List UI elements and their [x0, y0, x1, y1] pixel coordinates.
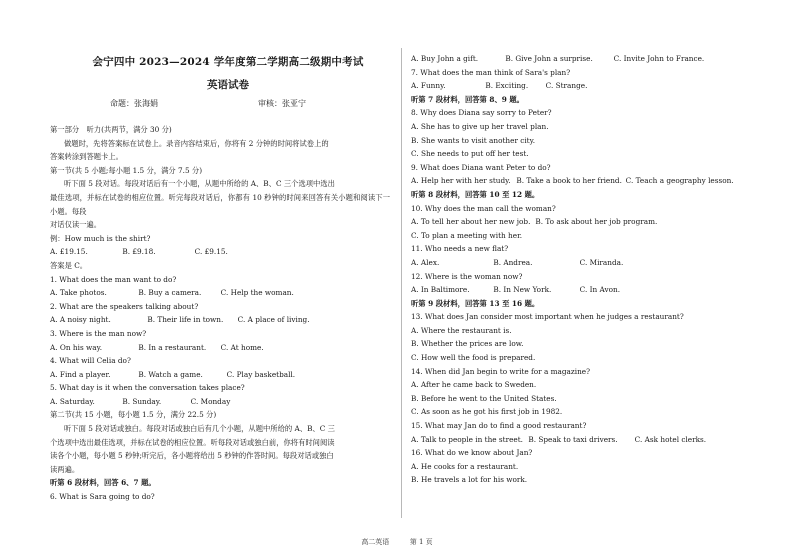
question-13-option-c: C. How well the food is prepared. — [411, 353, 536, 363]
question-14-option-c: C. As soon as he got his first job in 1982. — [411, 407, 563, 417]
sec1-intro-3: 对话仅读一遍。 — [50, 220, 102, 230]
sec2-intro-3: 读各个小题，每小题 5 秒钟;听完后，各小题将给出 5 秒钟的作答时间。每段对话或独白 — [50, 451, 334, 461]
author-label: 命题：张海娟 — [110, 99, 158, 108]
question-3: 3. Where is the man now? — [50, 328, 147, 338]
question-1-options — [50, 286, 390, 300]
question-11-options — [411, 256, 756, 270]
example-option-a: A. £19.15. — [50, 247, 88, 257]
exam-title: 会宁四中 2023—2024 学年度第二学期高二级期中考试 — [92, 56, 364, 68]
question-2-option-b: B. Their life in town. — [147, 315, 224, 325]
question-2-option-c: C. A place of living. — [237, 315, 310, 325]
question-4-option-a: A. Find a player. — [50, 369, 111, 379]
question-3-option-b: B. In a restaurant. — [138, 342, 207, 352]
question-13-option-a: A. Where the restaurant is. — [411, 325, 512, 335]
example-option-b: B. £9.18. — [122, 247, 156, 257]
question-9: 9. What does Diana want Peter to do? — [411, 162, 551, 172]
question-2-option-a: A. A noisy night. — [50, 315, 111, 325]
question-10-option-a: A. To tell her about her new job. — [411, 217, 531, 227]
question-4-option-b: B. Watch a game. — [138, 369, 203, 379]
question-15-option-c: C. Ask hotel clerks. — [634, 434, 707, 444]
example-answer: 答案是 C。 — [50, 260, 88, 270]
example-option-c: C. £9.15. — [194, 247, 228, 257]
question-10: 10. Why does the man call the woman? — [411, 203, 556, 213]
exam-subtitle: 英语试卷 — [207, 79, 249, 91]
page-footer — [0, 537, 794, 547]
question-1-option-b: B. Buy a camera. — [138, 288, 202, 298]
sec2-intro-2: 个选项中选出最佳选项，并标在试卷的相应位置。听每段对话或独白前，你将有时间阅读 — [50, 437, 335, 447]
question-14: 14. When did Jan begin to write for a magazine? — [411, 366, 591, 376]
question-7-option-a: A. Funny. — [411, 81, 446, 91]
sec1-heading: 第一节(共 5 小题;每小题 1.5 分，满分 7.5 分) — [50, 165, 203, 175]
question-9-options — [411, 174, 756, 188]
sec1-intro-2: 最佳选项，并标在试卷的相应位置。听完每段对话后，你都有 10 秒钟的时间来回答有关小题和阅读下一小题。每段 — [50, 192, 390, 216]
question-5-option-c: C. Monday — [190, 396, 231, 406]
footer-page-number: 第 1 页 — [409, 538, 433, 546]
question-16-option-b: B. He travels a lot for his work. — [411, 475, 528, 485]
question-15-option-a: A. Talk to people in the street. — [411, 434, 523, 444]
question-16-option-a: A. He cooks for a restaurant. — [411, 461, 519, 471]
question-5: 5. What day is it when the conversation takes place? — [50, 383, 245, 393]
question-16: 16. What do we know about Jan? — [411, 448, 533, 458]
sec2-intro-4: 读两遍。 — [50, 464, 80, 474]
question-8-option-b: B. She wants to visit another city. — [411, 135, 536, 145]
question-7: 7. What does the man think of Sara's plan? — [411, 67, 571, 77]
part1-heading: 第一部分 听力(共两节，满分 30 分) — [50, 125, 172, 134]
sec1-intro-1: 听下面 5 段对话。每段对话后有一个小题，从题中所给的 A、B、C 三个选项中选出 — [64, 179, 335, 189]
question-9-option-b: B. Take a book to her friend. — [516, 176, 622, 186]
question-2-options — [50, 313, 390, 327]
question-7-option-b: B. Exciting. — [485, 81, 529, 91]
part1-intro-2: 答案转涂到答题卡上。 — [50, 152, 123, 162]
question-4-option-c: C. Play basketball. — [226, 369, 296, 379]
question-6-option-b: B. Give John a surprise. — [505, 54, 593, 63]
question-1-option-a: A. Take photos. — [50, 288, 107, 298]
part1-intro-1: 做题时，先将答案标在试卷上。录音内容结束后，你将有 2 分钟的时间将试卷上的 — [64, 138, 329, 148]
question-5-options — [50, 395, 390, 409]
footer-subject: 高二英语 — [361, 538, 390, 546]
question-12-option-c: C. In Avon. — [579, 285, 621, 295]
column-divider — [401, 48, 402, 518]
sec2-intro-1: 听下面 5 段对话或独白。每段对话或独白后有几个小题，从题中所给的 A、B、C 三 — [64, 424, 335, 434]
question-14-option-b: B. Before he went to the United States. — [411, 393, 557, 403]
question-7-option-c: C. Strange. — [545, 81, 588, 91]
question-11-option-a: A. Alex. — [411, 257, 440, 267]
question-6-option-c: C. Invite John to France. — [613, 54, 705, 63]
question-8-option-c: C. She needs to put off her test. — [411, 149, 529, 159]
question-11-option-b: B. Andrea. — [493, 257, 533, 267]
question-12: 12. Where is the woman now? — [411, 271, 523, 281]
question-12-option-b: B. In New York. — [493, 285, 552, 295]
question-3-options — [50, 341, 390, 355]
question-15-option-b: B. Speak to taxi drivers. — [528, 434, 618, 444]
question-9-option-a: A. Help her with her study. — [411, 176, 511, 186]
material-9-heading: 听第 9 段材料，回答第 13 至 16 题。 — [411, 298, 540, 308]
question-3-option-c: C. At home. — [220, 342, 264, 352]
question-6-options — [411, 52, 756, 66]
question-3-option-a: A. On his way. — [50, 342, 103, 352]
question-14-option-a: A. After he came back to Sweden. — [411, 380, 537, 390]
reviewer-label: 审核：张亚宁 — [258, 99, 306, 108]
material-7-heading: 听第 7 段材料，回答第 8、9 题。 — [411, 94, 524, 104]
question-13: 13. What does Jan consider most important when he judges a restaurant? — [411, 312, 684, 322]
question-6: 6. What is Sara going to do? — [50, 492, 155, 502]
question-10-options — [411, 215, 756, 229]
example-question: 例：How much is the shirt? — [50, 233, 151, 243]
question-9-option-c: C. Teach a geography lesson. — [625, 176, 734, 186]
question-7-options — [411, 79, 756, 93]
question-8-option-a: A. She has to give up her travel plan. — [411, 121, 549, 131]
question-10-option-c: C. To plan a meeting with her. — [411, 230, 523, 240]
left-column — [50, 123, 390, 504]
question-1: 1. What does the man want to do? — [50, 274, 177, 284]
question-15-options — [411, 433, 756, 447]
example-options — [50, 245, 390, 259]
material-6-heading: 听第 6 段材料，回答 6、7 题。 — [50, 478, 156, 488]
question-10-option-b: B. To ask about her job program. — [535, 217, 658, 227]
question-5-option-b: B. Sunday. — [122, 396, 162, 406]
question-1-option-c: C. Help the woman. — [220, 288, 294, 298]
question-8: 8. Why does Diana say sorry to Peter? — [411, 108, 552, 118]
sec2-heading: 第二节(共 15 小题，每小题 1.5 分，满分 22.5 分) — [50, 410, 217, 420]
question-6-option-a: A. Buy John a gift. — [411, 54, 479, 63]
question-4: 4. What will Celia do? — [50, 356, 131, 366]
question-11: 11. Who needs a new flat? — [411, 244, 509, 254]
question-11-option-c: C. Miranda. — [579, 257, 624, 267]
question-12-options — [411, 283, 756, 297]
material-8-heading: 听第 8 段材料，回答第 10 至 12 题。 — [411, 189, 540, 199]
question-13-option-b: B. Whether the prices are low. — [411, 339, 524, 349]
question-15: 15. What may Jan do to find a good restaurant? — [411, 421, 587, 431]
right-column — [411, 52, 756, 487]
question-4-options — [50, 368, 390, 382]
question-2: 2. What are the speakers talking about? — [50, 301, 199, 311]
question-5-option-a: A. Saturday. — [50, 396, 95, 406]
question-12-option-a: A. In Baltimore. — [411, 285, 470, 295]
